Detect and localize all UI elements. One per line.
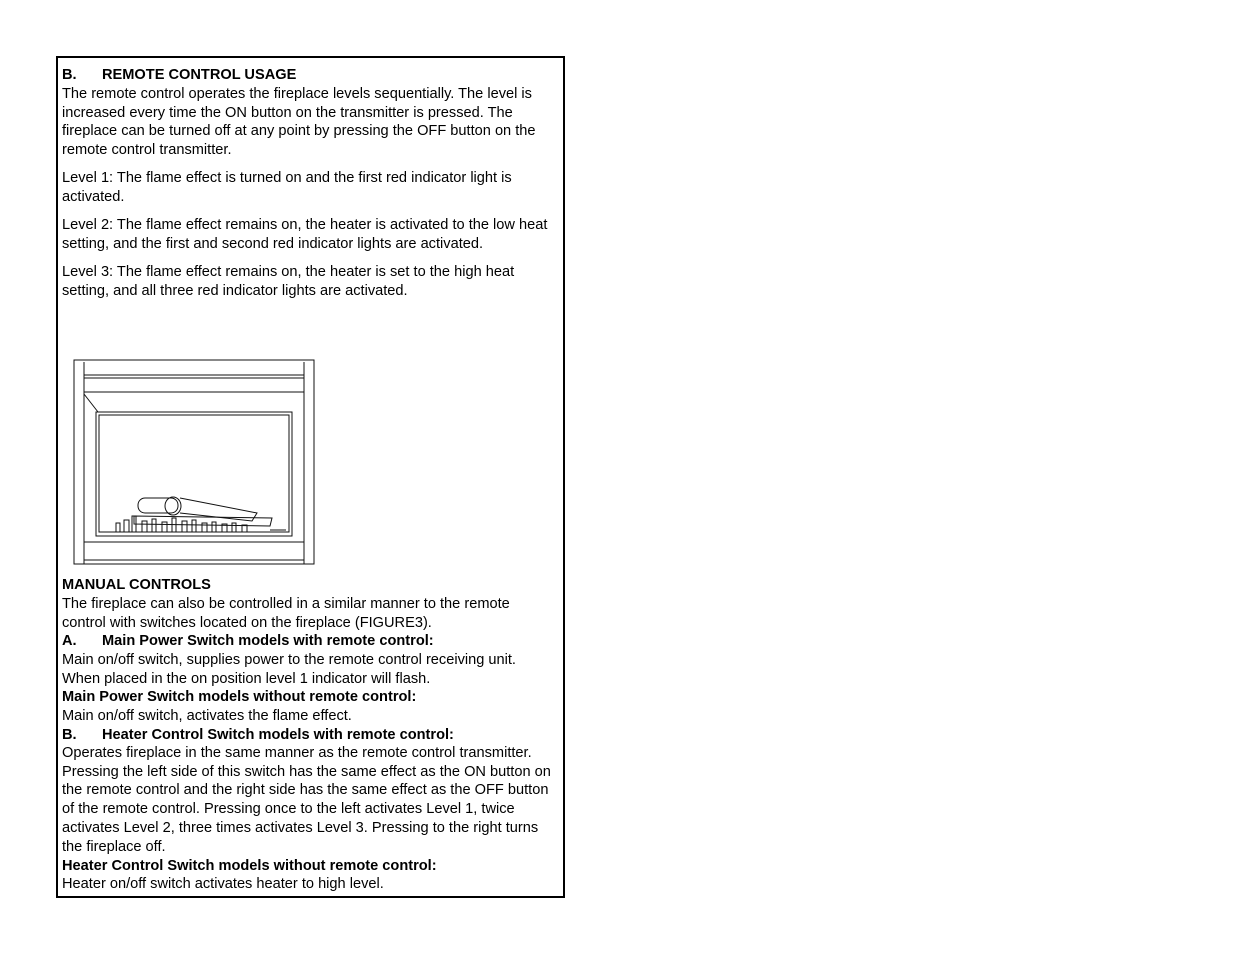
manual-intro-paragraph: The fireplace can also be controlled in a similar manner to the remote control with switches located on the fireplace (FIGURE3). [62,596,510,631]
main-power-switch-remote-heading [62,632,554,651]
level-1-description: Level 1: The flame effect is turned on and the first red indicator light is activated. [62,170,512,205]
heater-switch-remote-text: Operates fireplace in the same manner as the remote control transmitter. Pressing the left side of this switch has the same effect as the ON button on the remote control and the right side has the same effect as the OFF button of the remote control. Pressing once to the left activates Level 1, twice activates Level 2, three times activates Level 3. Pressing to the right turns the fireplace off. [62,745,551,855]
manual-a-title: Main Power Switch models with remote control: [102,633,434,649]
fireplace-illustration [72,358,318,568]
manual-controls-heading: MANUAL CONTROLS [62,577,211,593]
main-power-switch-no-remote-heading: Main Power Switch models without remote control: [62,689,417,705]
main-power-switch-remote-text: Main on/off switch, supplies power to the remote control receiving unit. When placed in the on position level 1 indicator will flash. [62,652,516,687]
manual-a-letter: A. [62,633,77,649]
remote-intro-paragraph: The remote control operates the fireplace levels sequentially. The level is increased every time the ON button on the transmitter is pressed. The fireplace can be turned off at any point by pressing the OFF button on the remote control transmitter. [62,86,536,159]
level-3-description: Level 3: The flame effect remains on, the heater is set to the high heat setting, and all three red indicator lights are activated. [62,264,515,299]
instruction-panel [56,56,565,898]
heater-switch-no-remote-heading: Heater Control Switch models without remote control: [62,858,437,874]
manual-b-title: Heater Control Switch models with remote control: [102,727,454,743]
heater-switch-no-remote-text: Heater on/off switch activates heater to high level. [62,876,384,892]
manual-b-letter: B. [62,727,77,743]
remote-control-heading [62,66,554,85]
main-power-switch-no-remote-text: Main on/off switch, activates the flame effect. [62,708,352,724]
remote-section-letter: B. [62,67,77,83]
heater-switch-remote-heading [62,726,554,745]
remote-section-title: REMOTE CONTROL USAGE [102,67,297,83]
level-2-description: Level 2: The flame effect remains on, the heater is activated to the low heat setting, and the first and second red indicator lights are activated. [62,217,548,252]
